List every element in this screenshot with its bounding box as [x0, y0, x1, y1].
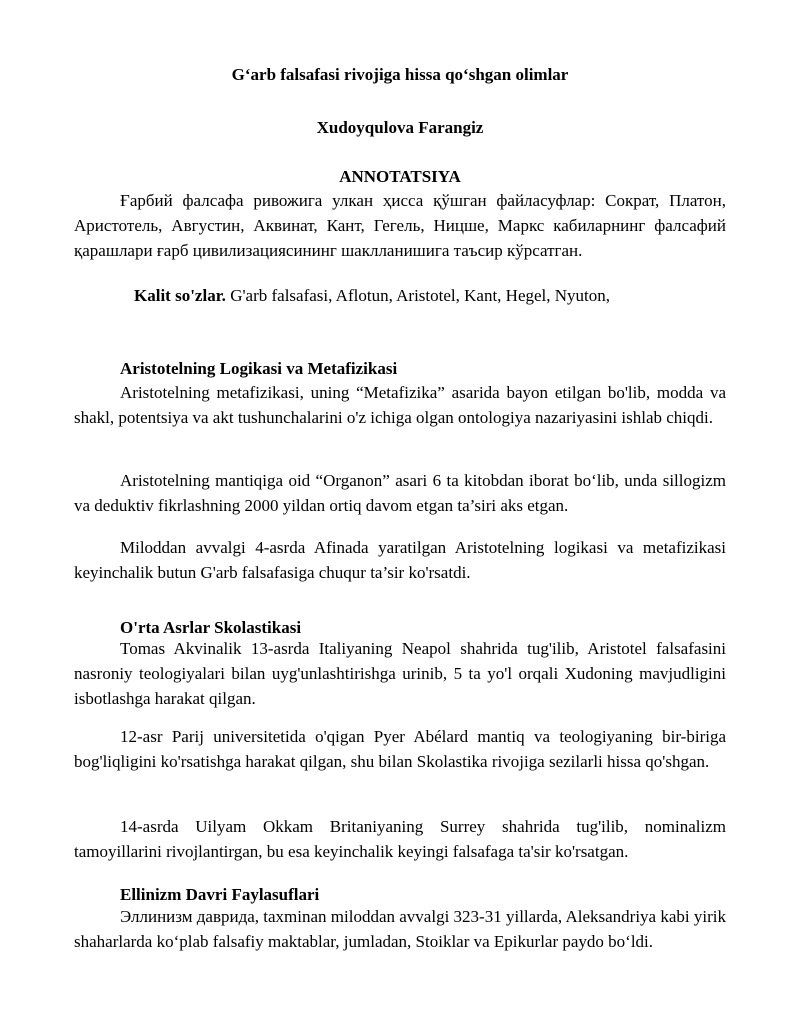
section-heading-scholasticism: O'rta Asrlar Skolastikasi	[120, 618, 302, 637]
paragraph	[74, 904, 726, 954]
paragraph-text: 14-asrda Uilyam Okkam Britaniyaning Surrey shahrida tug'ilib, nominalizm tamoyillarini rivojlantirgan, bu esa keyinchalik keyingi falsafaga ta'sir ko'rsatgan.	[74, 817, 726, 861]
keywords-label: Kalit so'zlar.	[134, 286, 226, 305]
paragraph	[74, 814, 726, 864]
paragraph-text: Miloddan avvalgi 4-asrda Afinada yaratilgan Aristotelning logikasi va metafizikasi keyinchalik butun G'arb falsafasiga chuqur ta’sir ko'rsatdi.	[74, 538, 726, 582]
paragraph	[74, 468, 726, 518]
paragraph	[74, 724, 726, 774]
author-name: Xudoyqulova Farangiz	[316, 118, 484, 137]
annotation-text: Ғарбий фалсафа ривожига улкан ҳисса қўшган файласуфлар: Сократ, Платон, Аристотель, Августин, Аквинат, Кант, Гегель, Ницше, Маркс кабиларнинг фалсафий қарашлари ғарб цивилизациясининг шаклланишига таъсир кўрсатган.	[74, 191, 726, 260]
document-title: G‘arb falsafasi rivojiga hissa qo‘shgan olimlar	[231, 65, 569, 84]
paragraph	[74, 636, 726, 711]
keywords-text: G'arb falsafasi, Aflotun, Aristotel, Kant, Hegel, Nyuton,	[225, 286, 611, 305]
keywords-line	[134, 283, 726, 308]
paragraph	[74, 535, 726, 585]
paragraph-text: Tomas Akvinalik 13-asrda Italiyaning Neapol shahrida tug'ilib, Aristotel falsafasini nasroniy teologiyalari bilan uyg'unlashtirishga urinib, 5 ta yo'l orqali Xudoning mavjudligini isbotlashga harakat qilgan.	[74, 639, 726, 708]
annotation-heading: ANNOTATSIYA	[339, 167, 461, 186]
paragraph-text: Эллинизм даврида, taxminan miloddan avvalgi 323-31 yillarda, Aleksandriya kabi yirik shaharlarda ko‘plab falsafiy maktablar, jumladan, Stoiklar va Epikurlar paydo bo‘ldi.	[74, 907, 726, 951]
annotation-block	[74, 188, 726, 263]
paragraph	[74, 380, 726, 430]
section-heading-logic: Aristotelning Logikasi va Metafizikasi	[120, 359, 398, 378]
paragraph-text: Aristotelning mantiqiga oid “Organon” asari 6 ta kitobdan iborat bo‘lib, unda sillogizm va deduktiv fikrlashning 2000 yildan ortiq davom etgan ta’siri aks etgan.	[74, 471, 726, 515]
paragraph-text: 12-asr Parij universitetida o'qigan Pyer Abélard mantiq va teologiyaning bir-biriga bog'liqligini ko'rsatishga harakat qilgan, shu bilan Skolastika rivojiga sezilarli hissa qo'shgan.	[74, 727, 726, 771]
section-heading-hellenism: Ellinizm Davri Faylasuflari	[120, 885, 320, 904]
paragraph-text: Aristotelning metafizikasi, uning “Metafizika” asarida bayon etilgan bo'lib, modda va shakl, potentsiya va akt tushunchalarini o'z ichiga olgan ontologiya nazariyasini ishlab chiqdi.	[74, 383, 726, 427]
